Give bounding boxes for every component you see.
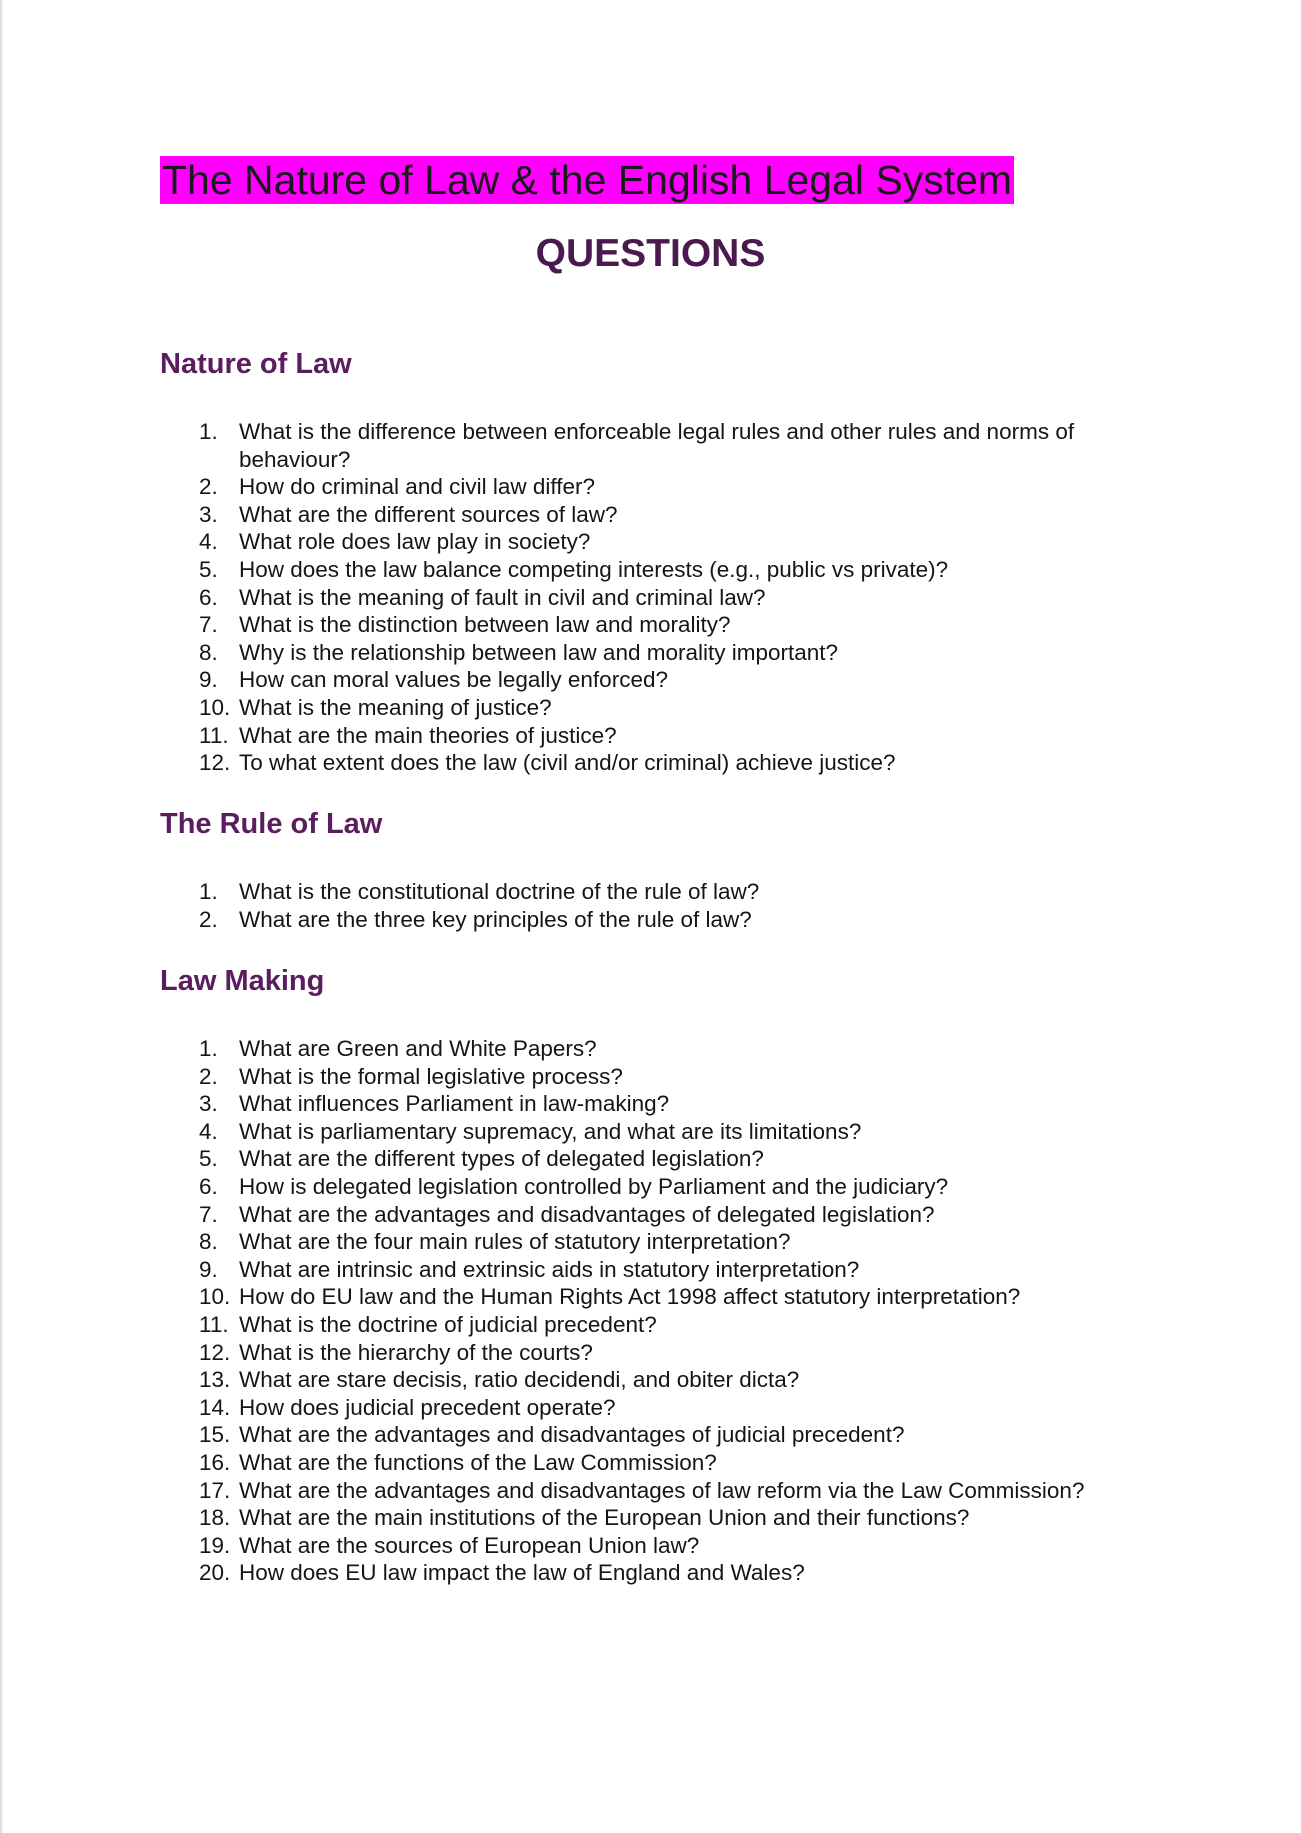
- question-text: What are the four main rules of statutory interpretation?: [239, 1229, 791, 1255]
- question-item: [0, 639, 1139, 667]
- question-text: What is the meaning of justice?: [239, 694, 552, 720]
- question-text: What is the meaning of fault in civil and criminal law?: [239, 584, 766, 610]
- question-text: What are the different types of delegated legislation?: [239, 1146, 764, 1172]
- question-item: [0, 1283, 1139, 1311]
- question-number: 3.: [199, 501, 218, 527]
- question-text: How do EU law and the Human Rights Act 1998 affect statutory interpretation?: [239, 1284, 1021, 1310]
- question-item: [0, 584, 1139, 612]
- question-number: 8.: [199, 1229, 218, 1255]
- question-text: What are the main theories of justice?: [239, 722, 617, 748]
- question-item: [0, 1173, 1139, 1201]
- question-item: [0, 666, 1139, 694]
- question-item: [0, 418, 1139, 473]
- question-item: [0, 1339, 1139, 1367]
- question-number: 19.: [199, 1532, 231, 1558]
- question-number: 12.: [199, 1339, 231, 1365]
- question-number: 20.: [199, 1560, 231, 1586]
- question-text: What are the three key principles of the rule of law?: [239, 906, 752, 932]
- question-number: 15.: [199, 1422, 231, 1448]
- section-heading-law-making: Law Making: [160, 965, 325, 997]
- question-item: [0, 722, 1139, 750]
- question-item: [0, 749, 1139, 777]
- question-list-rule-of-law: [0, 878, 1301, 933]
- question-number: 5.: [199, 1146, 218, 1172]
- question-text: How can moral values be legally enforced?: [239, 667, 668, 693]
- question-number: 16.: [199, 1449, 231, 1475]
- question-number: 2.: [199, 906, 218, 932]
- question-text: What is the hierarchy of the courts?: [239, 1339, 593, 1365]
- question-text: What are stare decisis, ratio decidendi, and obiter dicta?: [239, 1367, 800, 1393]
- question-item: [0, 1394, 1139, 1422]
- question-item: [0, 906, 1139, 934]
- document-title: The Nature of Law & the English Legal System: [162, 157, 1013, 203]
- question-item: [0, 1035, 1139, 1063]
- question-text: Why is the relationship between law and morality important?: [239, 639, 839, 665]
- question-number: 12.: [199, 750, 231, 776]
- question-number: 1.: [199, 879, 218, 904]
- question-number: 4.: [199, 1118, 218, 1144]
- question-text: What are the sources of European Union law?: [239, 1532, 700, 1558]
- question-text: What is the constitutional doctrine of the rule of law?: [239, 879, 760, 904]
- question-text: To what extent does the law (civil and/or criminal) achieve justice?: [239, 750, 896, 776]
- question-item: [0, 878, 1139, 906]
- question-item: [0, 1256, 1139, 1284]
- question-text: What are the different sources of law?: [239, 501, 618, 527]
- question-text: What are the functions of the Law Commission?: [239, 1449, 717, 1475]
- question-number: 13.: [199, 1367, 231, 1393]
- question-item: [0, 1228, 1139, 1256]
- question-text: What are the advantages and disadvantages of law reform via the Law Commission?: [239, 1477, 1085, 1503]
- question-text: How does EU law impact the law of England and Wales?: [239, 1560, 805, 1586]
- question-text: How do criminal and civil law differ?: [239, 474, 595, 500]
- question-number: 7.: [199, 612, 218, 638]
- question-text: What influences Parliament in law-making?: [239, 1091, 670, 1117]
- question-text: What is the distinction between law and morality?: [239, 612, 731, 638]
- question-number: 1.: [199, 1036, 218, 1061]
- question-item: [0, 1145, 1139, 1173]
- question-item: [0, 528, 1139, 556]
- question-text: How is delegated legislation controlled by Parliament and the judiciary?: [239, 1173, 949, 1199]
- question-text: How does judicial precedent operate?: [239, 1394, 616, 1420]
- question-number: 9.: [199, 667, 218, 693]
- question-list-law-making: [0, 1035, 1301, 1587]
- question-item: [0, 694, 1139, 722]
- question-text: What are Green and White Papers?: [239, 1036, 597, 1061]
- question-text: What are the advantages and disadvantages of delegated legislation?: [239, 1201, 935, 1227]
- question-text: What is the doctrine of judicial precedent?: [239, 1311, 657, 1337]
- question-number: 4.: [199, 529, 218, 555]
- question-item: [0, 1449, 1139, 1477]
- question-item: [0, 473, 1139, 501]
- question-text: What are the advantages and disadvantages of judicial precedent?: [239, 1422, 905, 1448]
- question-number: 6.: [199, 1173, 218, 1199]
- question-item: [0, 1201, 1139, 1229]
- question-number: 14.: [199, 1394, 231, 1420]
- question-item: [0, 501, 1139, 529]
- question-item: [0, 1118, 1139, 1146]
- question-item: [0, 1532, 1139, 1560]
- question-text: What are intrinsic and extrinsic aids in statutory interpretation?: [239, 1256, 860, 1282]
- question-number: 6.: [199, 584, 218, 610]
- questions-heading: QUESTIONS: [535, 232, 766, 275]
- question-item: [0, 1090, 1139, 1118]
- question-number: 7.: [199, 1201, 218, 1227]
- question-text: What are the main institutions of the European Union and their functions?: [239, 1505, 970, 1531]
- question-item: [0, 1504, 1139, 1532]
- question-text: What is parliamentary supremacy, and what are its limitations?: [239, 1118, 862, 1144]
- question-item: [0, 611, 1139, 639]
- question-text: What is the difference between enforceable legal rules and other rules and norms of behaviour?: [239, 419, 1075, 472]
- question-number: 5.: [199, 556, 218, 582]
- question-number: 18.: [199, 1505, 231, 1531]
- question-number: 2.: [199, 474, 218, 500]
- question-number: 3.: [199, 1091, 218, 1117]
- question-number: 11.: [199, 1311, 229, 1337]
- question-item: [0, 556, 1139, 584]
- question-number: 2.: [199, 1063, 218, 1089]
- question-text: What role does law play in society?: [239, 529, 591, 555]
- question-number: 1.: [199, 419, 218, 444]
- question-item: [0, 1421, 1139, 1449]
- section-heading-nature-of-law: Nature of Law: [160, 348, 352, 380]
- question-list-nature-of-law: [0, 418, 1301, 777]
- question-number: 10.: [199, 1284, 231, 1310]
- question-number: 9.: [199, 1256, 218, 1282]
- section-heading-rule-of-law: The Rule of Law: [160, 808, 383, 840]
- question-number: 8.: [199, 639, 218, 665]
- question-item: [0, 1366, 1139, 1394]
- question-item: [0, 1063, 1139, 1091]
- question-item: [0, 1477, 1139, 1505]
- question-text: How does the law balance competing interests (e.g., public vs private)?: [239, 556, 949, 582]
- question-number: 11.: [199, 722, 229, 748]
- question-text: What is the formal legislative process?: [239, 1063, 623, 1089]
- question-item: [0, 1559, 1139, 1587]
- question-number: 10.: [199, 694, 231, 720]
- question-item: [0, 1311, 1139, 1339]
- question-number: 17.: [199, 1477, 231, 1503]
